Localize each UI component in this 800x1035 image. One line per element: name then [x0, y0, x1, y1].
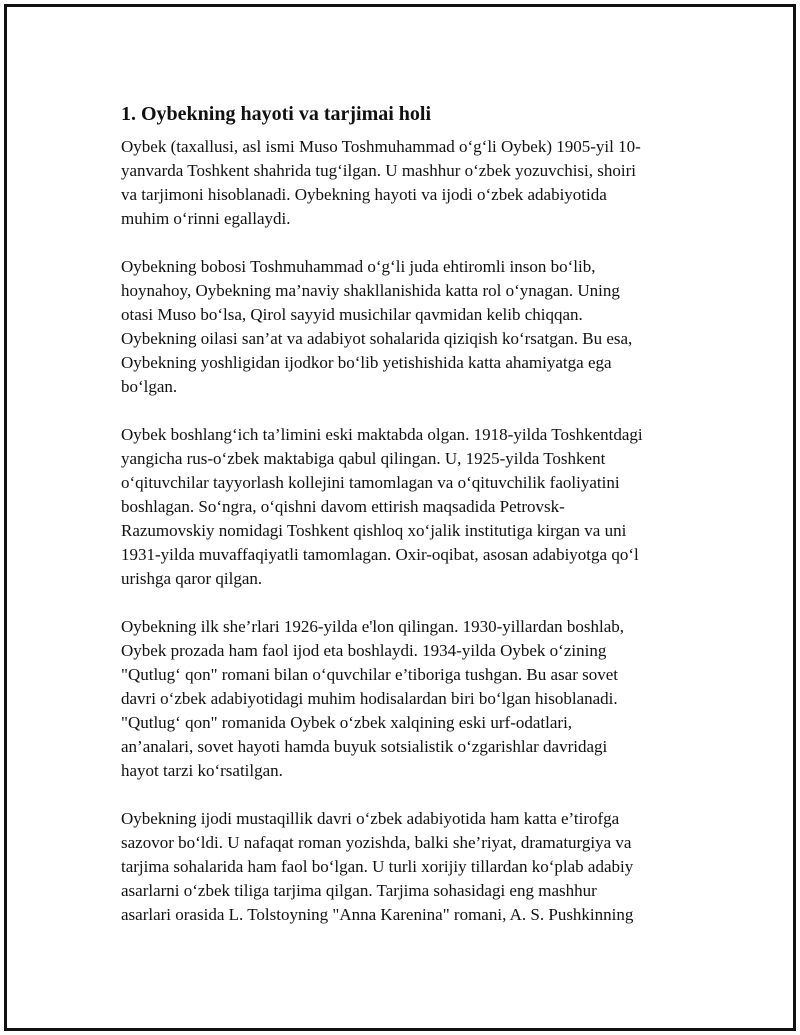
section-heading: 1. Oybekning hayoti va tarjimai holi — [121, 103, 432, 125]
text-line: urishga qaror qilgan. — [121, 569, 263, 588]
document-body — [121, 101, 701, 951]
paragraph-1 — [121, 135, 701, 231]
text-line: bo‘lgan. — [121, 377, 178, 396]
text-line: asarlarni o‘zbek tiliga tarjima qilgan. Tarjima sohasidagi eng mashhur — [121, 881, 597, 900]
paragraph-3 — [121, 423, 701, 591]
text-line: sazovor bo‘ldi. U nafaqat roman yozishda, balki she’riyat, dramaturgiya va — [121, 833, 632, 852]
text-line: otasi Muso bo‘lsa, Qirol sayyid musichilar qavmidan kelib chiqqan. — [121, 305, 583, 324]
text-line: Oybekning ijodi mustaqillik davri o‘zbek adabiyotida ham katta e’tirofga — [121, 809, 620, 828]
text-line: Razumovskiy nomidagi Toshkent qishloq xo‘jalik institutiga kirgan va uni — [121, 521, 627, 540]
text-line: davri o‘zbek adabiyotidagi muhim hodisalardan biri bo‘lgan hisoblanadi. — [121, 689, 618, 708]
text-line: "Qutlug‘ qon" romanida Oybek o‘zbek xalqining eski urf-odatlari, — [121, 713, 573, 732]
text-line: Oybek boshlang‘ich ta’limini eski maktabda olgan. 1918-yilda Toshkentdagi — [121, 425, 643, 444]
text-line: hayot tarzi ko‘rsatilgan. — [121, 761, 283, 780]
text-line: Oybek prozada ham faol ijod eta boshlaydi. 1934-yilda Oybek o‘zining — [121, 641, 607, 660]
text-line: Oybekning ilk she’rlari 1926-yilda e'lon qilingan. 1930-yillardan boshlab, — [121, 617, 625, 636]
text-line: muhim o‘rinni egallaydi. — [121, 209, 291, 228]
text-line: Oybek (taxallusi, asl ismi Muso Toshmuhammad o‘g‘li Oybek) 1905-yil 10- — [121, 137, 641, 156]
text-line: Oybekning yoshligidan ijodkor bo‘lib yetishishida katta ahamiyatga ega — [121, 353, 612, 372]
text-line: o‘qituvchilar tayyorlash kollejini tamomlagan va o‘qituvchilik faoliyatini — [121, 473, 620, 492]
text-line: yangicha rus-o‘zbek maktabiga qabul qilingan. U, 1925-yilda Toshkent — [121, 449, 606, 468]
text-line: Oybekning bobosi Toshmuhammad o‘g‘li juda ehtiromli inson bo‘lib, — [121, 257, 596, 276]
page — [4, 4, 796, 1031]
text-line: boshlagan. So‘ngra, o‘qishni davom ettirish maqsadida Petrovsk- — [121, 497, 565, 516]
text-line: hoynahoy, Oybekning ma’naviy shakllanishida katta rol o‘ynagan. Uning — [121, 281, 620, 300]
text-line: "Qutlug‘ qon" romani bilan o‘quvchilar e’tiboriga tushgan. Bu asar sovet — [121, 665, 619, 684]
paragraph-2 — [121, 255, 701, 399]
paragraph-4 — [121, 615, 701, 783]
text-line: asarlari orasida L. Tolstoyning "Anna Karenina" romani, A. S. Pushkinning — [121, 905, 634, 924]
paragraph-5 — [121, 807, 701, 927]
text-line: yanvarda Toshkent shahrida tug‘ilgan. U mashhur o‘zbek yozuvchisi, shoiri — [121, 161, 636, 180]
text-line: an’analari, sovet hayoti hamda buyuk sotsialistik o‘zgarishlar davridagi — [121, 737, 608, 756]
text-line: 1931-yilda muvaffaqiyatli tamomlagan. Oxir-oqibat, asosan adabiyotga qo‘l — [121, 545, 639, 564]
text-line: va tarjimoni hisoblanadi. Oybekning hayoti va ijodi o‘zbek adabiyotida — [121, 185, 607, 204]
text-line: Oybekning oilasi san’at va adabiyot sohalarida qiziqish ko‘rsatgan. Bu esa, — [121, 329, 633, 348]
text-line: tarjima sohalarida ham faol bo‘lgan. U turli xorijiy tillardan ko‘plab adabiy — [121, 857, 634, 876]
